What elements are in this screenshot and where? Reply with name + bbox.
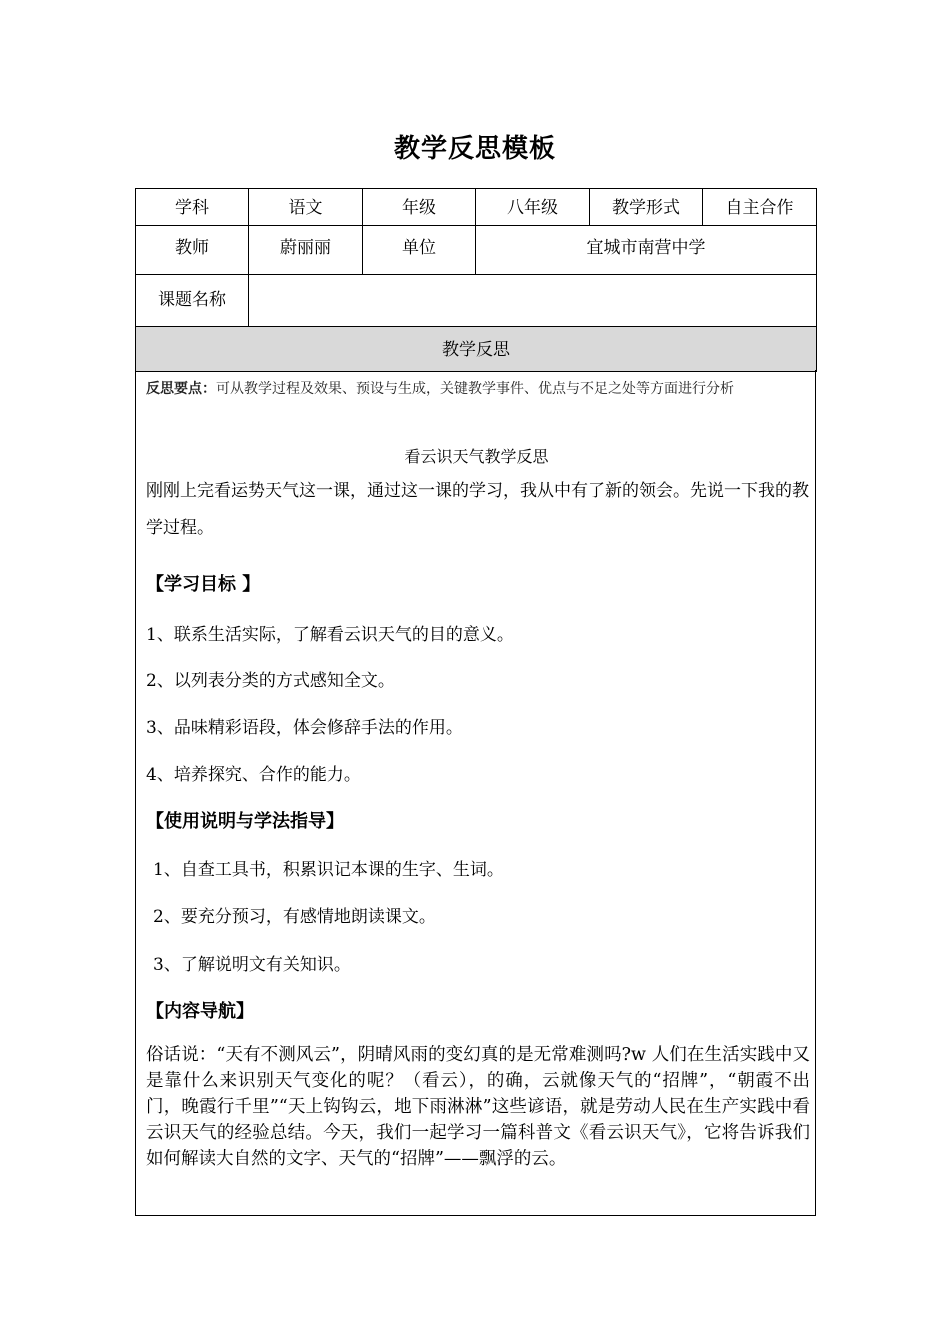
info-table: [135, 188, 817, 372]
usage-item: 1、自查工具书，积累识记本课的生字、生词。: [153, 860, 504, 880]
usage-heading: 【使用说明与学法指导】: [146, 811, 344, 832]
subject-value: 语文: [249, 189, 363, 226]
unit-label: 单位: [363, 226, 476, 275]
reflection-intro: 刚刚上完看运势天气这一课，通过这一课的学习，我从中有了新的领会。先说一下我的教学过程。: [146, 481, 809, 538]
reflection-sub-title: 看云识天气教学反思: [404, 447, 549, 466]
page-title: 教学反思模板: [393, 134, 556, 164]
reflection-hint: [146, 372, 810, 406]
usage-item: 3、了解说明文有关知识。: [153, 955, 351, 975]
teacher-label: 教师: [136, 226, 249, 275]
hint-text: 可从教学过程及效果、预设与生成，关键教学事件、优点与不足之处等方面进行分析: [216, 381, 734, 397]
grade-value: 八年级: [476, 189, 590, 226]
grade-label: 年级: [363, 189, 476, 226]
goal-item: 3、品味精彩语段，体会修辞手法的作用。: [146, 718, 463, 738]
subject-label: 学科: [136, 189, 249, 226]
goals-heading: 【学习目标 】: [146, 574, 261, 595]
goal-item: 1、联系生活实际，了解看云识天气的目的意义。: [146, 625, 514, 645]
form-value: 自主合作: [703, 189, 817, 226]
hint-label: 反思要点：: [146, 381, 216, 397]
unit-value: 宜城市南营中学: [476, 226, 817, 275]
goal-item: 2、以列表分类的方式感知全文。: [146, 671, 395, 691]
course-label: 课题名称: [136, 275, 249, 327]
form-label: 教学形式: [590, 189, 703, 226]
goal-item: 4、培养探究、合作的能力。: [146, 765, 361, 785]
usage-item: 2、要充分预习，有感情地朗读课文。: [153, 907, 436, 927]
nav-heading: 【内容导航】: [146, 1001, 254, 1022]
course-value: [249, 275, 817, 327]
nav-paragraph: 俗话说：“天有不测风云”，阴晴风雨的变幻真的是无常难测吗?w 人们在生活实践中又是靠什么来识别天气变化的呢？（看云），的确，云就像天气的“招牌”，“朝霞不出门，晚霞行千里”“天上钩钩云，地下雨淋淋”这些谚语，就是劳动人民在生产实践中看云识天气的经验总结。今天，我们一起学习一篇科普文《看云识天气》，它将告诉我们如何解读大自然的文字、天气的“招牌”——飘浮的云。: [146, 1045, 810, 1169]
section-header: 教学反思: [136, 327, 817, 372]
reflection-body: [135, 370, 816, 1216]
teacher-value: 蔚丽丽: [249, 226, 363, 275]
